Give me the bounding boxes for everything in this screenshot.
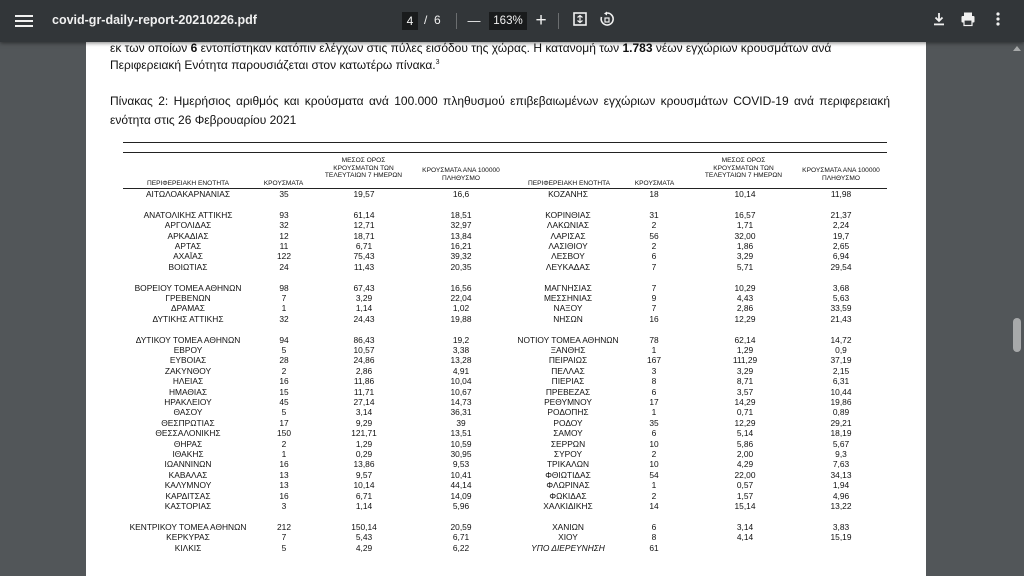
table-cell-region: ΠΕΛΛΑΣ xyxy=(551,365,585,376)
table-cell-per100k: 4,96 xyxy=(832,490,850,501)
table-cell-cases: 93 xyxy=(279,209,289,220)
table-cell-avg: 111,29 xyxy=(732,355,758,366)
table-cell-per100k: 36,31 xyxy=(450,407,472,418)
table-cell-per100k: 44,14 xyxy=(450,480,472,491)
table-cell-region: ΑΡΚΑΔΙΑΣ xyxy=(167,230,209,241)
table-cell-cases: 32 xyxy=(279,220,289,231)
table-cell-avg: 14,29 xyxy=(734,397,756,407)
table-cell-per100k: 34,13 xyxy=(830,469,852,480)
table-cell-per100k: 2,15 xyxy=(832,365,850,376)
table-cell-region: ΚΑΒΑΛΑΣ xyxy=(168,469,208,480)
table-cell-cases: 15 xyxy=(279,386,289,397)
fit-page-icon[interactable] xyxy=(570,11,590,31)
table-cell-per100k: 19,7 xyxy=(832,230,850,241)
table-cell-region: ΒΟΙΩΤΙΑΣ xyxy=(168,261,208,272)
table-cell-cases: 7 xyxy=(651,261,657,272)
table-cell-region: ΧΑΝΙΩΝ xyxy=(552,521,584,532)
table-cell-region: ΥΠΟ ΔΙΕΡΕΥΝΗΣΗ xyxy=(531,542,605,553)
table-cell-cases: 32 xyxy=(279,313,289,324)
paragraph-line: εκ των οποίων 6 εντοπίστηκαν κατόπιν ελέγχων στις πύλες εισόδου της χώρας. Η κατανομή των 1.783 νέων εγχώριων κρουσμάτων ανά xyxy=(110,42,832,55)
table-cell-region: ΚΟΖΑΝΗΣ xyxy=(548,189,588,199)
table-cell-avg: 3,57 xyxy=(736,386,754,397)
table-cell-per100k: 5,96 xyxy=(452,501,470,511)
table-cell-per100k: 6,31 xyxy=(832,376,850,387)
table-cell-avg: 3,14 xyxy=(355,407,373,418)
table-cell-region: ΣΑΜΟΥ xyxy=(553,428,583,439)
table-cell-cases: 16 xyxy=(279,459,289,470)
zoom-in-button[interactable]: + xyxy=(535,10,547,31)
table-cell-cases: 1 xyxy=(281,303,287,314)
table-cell-avg: 4,29 xyxy=(736,459,754,470)
table-cell-cases: 6 xyxy=(651,428,657,439)
table-cell-region: ΚΙΛΚΙΣ xyxy=(174,542,202,553)
table-cell-region: ΛΕΥΚΑΔΑΣ xyxy=(545,261,591,272)
table-cell-avg: 11,86 xyxy=(353,376,375,387)
table-cell-cases: 35 xyxy=(649,417,659,428)
table-cell-per100k: 6,94 xyxy=(832,251,850,262)
table-cell-avg: 12,29 xyxy=(734,313,756,324)
table-cell-per100k: 10,44 xyxy=(830,386,852,397)
table-cell-avg: 0,57 xyxy=(736,480,754,491)
table-cell-avg: 12,29 xyxy=(734,417,756,428)
table-cell-region: ΝΑΞΟΥ xyxy=(553,303,583,314)
table-cell-region: ΙΘΑΚΗΣ xyxy=(172,449,204,459)
table-cell-avg: 2,00 xyxy=(736,449,754,459)
table-cell-per100k: 33,59 xyxy=(830,303,852,314)
table-cell-region: ΑΧΑΪΑΣ xyxy=(173,251,203,262)
table-cell-avg: 9,29 xyxy=(355,417,373,428)
table-cell-cases: 6 xyxy=(651,386,657,397)
table-cell-avg: 1,57 xyxy=(736,490,754,501)
pdf-page xyxy=(86,42,926,576)
header-cases: ΚΡΟΥΣΜΑΤΑ xyxy=(634,180,675,187)
table-cell-cases: 16 xyxy=(649,313,659,324)
table-cell-avg: 24,86 xyxy=(353,355,375,366)
table-cell-cases: 31 xyxy=(649,209,659,220)
table-cell-cases: 78 xyxy=(649,334,659,345)
table-cell-avg: 10,29 xyxy=(734,282,756,293)
table-cell-cases: 2 xyxy=(651,490,657,501)
table-cell-cases: 1 xyxy=(281,449,287,459)
table-cell-cases: 54 xyxy=(649,469,659,480)
table-cell-avg: 27,14 xyxy=(353,397,375,407)
table-cell-cases: 45 xyxy=(279,397,289,407)
table-cell-cases: 16 xyxy=(279,376,289,387)
table-cell-per100k: 14,73 xyxy=(450,397,472,407)
table-cell-per100k: 29,54 xyxy=(830,261,852,272)
zoom-level-input[interactable]: 163% xyxy=(489,12,527,30)
table-cell-avg: 5,43 xyxy=(355,532,373,543)
table-cell-region: ΓΡΕΒΕΝΩΝ xyxy=(165,293,211,303)
table-cell-region: ΣΥΡΟΥ xyxy=(553,449,583,459)
table-cell-avg: 3,29 xyxy=(355,293,373,303)
table-cell-region: ΚΑΡΔΙΤΣΑΣ xyxy=(165,490,211,501)
table-cell-region: ΕΒΡΟΥ xyxy=(173,345,203,355)
table-cell-region: ΔΥΤΙΚΟΥ ΤΟΜΕΑ ΑΘΗΝΩΝ xyxy=(135,334,241,345)
table-cell-region: ΗΡΑΚΛΕΙΟΥ xyxy=(164,397,212,407)
toolbar-divider xyxy=(456,13,457,29)
table-cell-region: ΗΛΕΙΑΣ xyxy=(172,376,204,387)
table-cell-cases: 5 xyxy=(281,542,287,553)
table-cell-avg: 24,43 xyxy=(353,313,375,324)
table-cell-avg: 32,00 xyxy=(734,230,756,241)
table-cell-per100k: 4,91 xyxy=(452,365,470,376)
more-options-icon[interactable] xyxy=(988,11,1008,31)
table-cell-region: ΜΑΓΝΗΣΙΑΣ xyxy=(544,282,592,293)
table-cell-cases: 35 xyxy=(279,189,289,199)
table-cell-avg: 0,29 xyxy=(355,449,373,459)
table-cell-region: ΘΑΣΟΥ xyxy=(173,407,203,418)
table-cell-region: ΒΟΡΕΙΟΥ ΤΟΜΕΑ ΑΘΗΝΩΝ xyxy=(134,282,242,293)
table-cell-region: ΛΑΡΙΣΑΣ xyxy=(550,230,586,241)
table-cell-region: ΑΝΑΤΟΛΙΚΗΣ ΑΤΤΙΚΗΣ xyxy=(143,209,233,220)
table-cell-cases: 1 xyxy=(651,407,657,418)
table-cell-cases: 7 xyxy=(651,303,657,314)
table-cell-avg: 3,29 xyxy=(736,365,754,376)
table-cell-avg: 5,14 xyxy=(736,428,754,439)
rotate-icon[interactable] xyxy=(597,11,617,31)
table-cell-cases: 7 xyxy=(281,293,287,303)
table-cell-region: ΦΘΙΩΤΙΔΑΣ xyxy=(545,469,591,480)
table-cell-per100k: 16,56 xyxy=(450,282,472,293)
table-cell-cases: 8 xyxy=(651,532,657,543)
table-cell-cases: 1 xyxy=(651,480,657,491)
table-cell-per100k: 21,37 xyxy=(830,209,852,220)
table-cell-per100k: 18,19 xyxy=(830,428,852,439)
table-cell-region: ΚΟΡΙΝΘΙΑΣ xyxy=(545,209,591,220)
toolbar-divider xyxy=(558,13,559,29)
table-cell-region: ΑΙΤΩΛΟΑΚΑΡΝΑΝΙΑΣ xyxy=(145,189,231,199)
table-cell-per100k: 30,95 xyxy=(450,449,472,459)
scroll-thumb[interactable] xyxy=(1013,318,1021,352)
table-cell-avg: 75,43 xyxy=(353,251,375,262)
table-cell-region: ΝΗΣΩΝ xyxy=(553,313,583,324)
pdf-toolbar xyxy=(0,0,1024,42)
table-cell-avg: 10,14 xyxy=(734,189,756,199)
table-cell-avg: 9,57 xyxy=(355,469,373,480)
table-cell-cases: 17 xyxy=(279,417,289,428)
table-cell-avg: 11,43 xyxy=(353,261,375,272)
table-cell-avg: 13,86 xyxy=(353,459,375,470)
table-cell-cases: 2 xyxy=(651,449,657,459)
table-cell-cases: 122 xyxy=(277,251,291,262)
table-cell-avg: 18,71 xyxy=(353,230,375,241)
table-cell-cases: 6 xyxy=(651,521,657,532)
table-cell-cases: 16 xyxy=(279,490,289,501)
table-cell-region: ΚΕΡΚΥΡΑΣ xyxy=(166,532,210,543)
table-cell-region: ΙΩΑΝΝΙΝΩΝ xyxy=(164,459,212,470)
table-cell-per100k: 18,51 xyxy=(450,209,472,220)
table-cell-region: ΞΑΝΘΗΣ xyxy=(550,345,586,355)
table-cell-region: ΣΕΡΡΩΝ xyxy=(550,438,586,449)
table-cell-region: ΖΑΚΥΝΘΟΥ xyxy=(164,365,212,376)
table-cell-avg: 150,14 xyxy=(351,521,377,532)
table-cell-avg: 15,14 xyxy=(734,501,756,511)
table-cell-cases: 5 xyxy=(281,345,287,355)
table-cell-region: ΠΙΕΡΙΑΣ xyxy=(551,376,585,387)
table-cell-cases: 3 xyxy=(651,365,657,376)
table-cell-per100k: 19,2 xyxy=(452,334,470,345)
table-cell-per100k: 6,71 xyxy=(452,532,470,543)
table-cell-avg: 2,86 xyxy=(355,365,373,376)
table-cell-cases: 11 xyxy=(279,241,289,251)
table-cell-region: ΑΡΓΟΛΙΔΑΣ xyxy=(164,220,212,231)
table-cell-per100k: 14,09 xyxy=(450,490,472,501)
table-cell-cases: 17 xyxy=(649,397,659,407)
table-cell-region: ΠΡΕΒΕΖΑΣ xyxy=(545,386,591,397)
table-cell-region: ΡΟΔΟΠΗΣ xyxy=(547,407,589,418)
table-cell-per100k: 10,41 xyxy=(450,469,472,480)
table-cell-region: ΘΗΡΑΣ xyxy=(173,438,203,449)
vertical-scrollbar[interactable] xyxy=(1010,42,1024,576)
header-cases: ΚΡΟΥΣΜΑΤΑ xyxy=(263,180,304,187)
table-cell-cases: 150 xyxy=(277,428,291,439)
header-region: ΠΕΡΙΦΕΡΕΙΑΚΗ ΕΝΟΤΗΤΑ xyxy=(146,180,230,187)
paragraph-line: Περιφερειακή Ενότητα παρουσιάζεται στον κατωτέρω πίνακα.$^3$ xyxy=(110,58,440,72)
table-cell-cases: 94 xyxy=(279,334,289,345)
table-cell-avg: 10,14 xyxy=(353,480,375,491)
table-cell-avg: 16,57 xyxy=(734,209,756,220)
table-cell-per100k: 13,22 xyxy=(830,501,852,511)
table-cell-cases: 212 xyxy=(277,521,291,532)
table-cell-cases: 2 xyxy=(651,241,657,251)
page-number-input[interactable]: 4 xyxy=(402,12,418,30)
table-cell-region: ΡΟΔΟΥ xyxy=(553,417,583,428)
table-cell-region: ΘΕΣΠΡΩΤΙΑΣ xyxy=(161,417,215,428)
table-cell-avg: 86,43 xyxy=(353,334,375,345)
header-avg: ΜΕΣΟΣ ΟΡΟΣ ΚΡΟΥΣΜΑΤΩΝ ΤΩΝ ΤΕΛΕΥΤΑΙΩΝ 7 ΗΜΕΡΩΝ xyxy=(704,157,783,179)
table-cell-cases: 18 xyxy=(649,189,659,199)
table-cell-cases: 2 xyxy=(651,220,657,231)
table-cell-region: ΗΜΑΘΙΑΣ xyxy=(168,386,208,397)
table-cell-cases: 7 xyxy=(651,282,657,293)
table-cell-avg: 8,71 xyxy=(736,376,754,387)
table-cell-avg: 6,71 xyxy=(355,241,373,251)
table-cell-avg: 62,14 xyxy=(734,334,756,345)
table-cell-per100k: 39 xyxy=(456,417,466,428)
table-cell-region: ΑΡΤΑΣ xyxy=(174,241,202,251)
table-cell-per100k: 16,21 xyxy=(450,241,472,251)
table-cell-cases: 9 xyxy=(651,293,657,303)
table-cell-region: ΠΕΙΡΑΙΩΣ xyxy=(548,355,588,366)
table-cell-cases: 14 xyxy=(649,501,659,511)
table-cell-per100k: 1,02 xyxy=(452,303,470,314)
table-cell-region: ΧΑΛΚΙΔΙΚΗΣ xyxy=(543,501,593,511)
table-cell-per100k: 9,53 xyxy=(452,459,470,470)
download-icon[interactable] xyxy=(929,11,949,31)
table-cell-per100k: 6,22 xyxy=(452,542,470,553)
table-cell-per100k: 0,89 xyxy=(832,407,850,418)
menu-icon[interactable] xyxy=(15,12,33,30)
table-cell-avg: 1,86 xyxy=(736,241,754,251)
table-cell-avg: 1,14 xyxy=(355,303,373,314)
table-cell-avg: 1,14 xyxy=(355,501,373,511)
table-cell-avg: 0,71 xyxy=(736,407,754,418)
table-cell-avg: 1,29 xyxy=(355,438,373,449)
table-cell-avg: 3,14 xyxy=(736,521,754,532)
table-cell-avg: 12,71 xyxy=(353,220,375,231)
header-per100k: ΚΡΟΥΣΜΑΤΑ ΑΝΑ 100000 ΠΛΗΘΥΣΜΟ xyxy=(802,167,880,182)
table-cell-per100k: 11,98 xyxy=(830,189,852,199)
table-cell-region: ΧΙΟΥ xyxy=(558,532,578,543)
table-cell-region: ΡΕΘΥΜΝΟΥ xyxy=(544,397,592,407)
print-icon[interactable] xyxy=(958,11,978,31)
table-cell-region: ΝΟΤΙΟΥ ΤΟΜΕΑ ΑΘΗΝΩΝ xyxy=(517,334,619,345)
table-cell-region: ΘΕΣΣΑΛΟΝΙΚΗΣ xyxy=(155,428,221,439)
table-cell-cases: 2 xyxy=(281,438,287,449)
header-per100k: ΚΡΟΥΣΜΑΤΑ ΑΝΑ 100000 ΠΛΗΘΥΣΜΟ xyxy=(422,167,500,182)
table-cell-region: ΜΕΣΣΗΝΙΑΣ xyxy=(543,293,593,303)
table-cell-region: ΕΥΒΟΙΑΣ xyxy=(169,355,207,366)
table-cell-per100k: 13,51 xyxy=(450,428,472,439)
page-separator: / xyxy=(424,13,428,27)
table-cell-region: ΛΑΣΙΘΙΟΥ xyxy=(548,241,588,251)
table-cell-per100k: 3,38 xyxy=(452,345,470,355)
table-cell-per100k: 39,32 xyxy=(450,251,472,262)
table-cell-per100k: 9,3 xyxy=(835,449,847,459)
table-top-rule xyxy=(123,142,887,143)
table-cell-avg: 11,71 xyxy=(353,386,375,397)
table-cell-cases: 7 xyxy=(281,532,287,543)
scroll-up-icon[interactable] xyxy=(1013,46,1021,51)
table-cell-region: ΔΥΤΙΚΗΣ ΑΤΤΙΚΗΣ xyxy=(152,313,224,324)
table-cell-per100k: 2,65 xyxy=(832,241,850,251)
table-cell-per100k: 5,63 xyxy=(832,293,850,303)
table-cell-per100k: 14,72 xyxy=(830,334,852,345)
table-cell-cases: 10 xyxy=(649,459,659,470)
table-cell-per100k: 20,35 xyxy=(450,261,472,272)
table-cell-region: ΤΡΙΚΑΛΩΝ xyxy=(546,459,590,470)
table-cell-region: ΛΕΣΒΟΥ xyxy=(551,251,585,262)
table-cell-per100k: 15,19 xyxy=(830,532,852,543)
header-region: ΠΕΡΙΦΕΡΕΙΑΚΗ ΕΝΟΤΗΤΑ xyxy=(527,180,611,187)
page-total: 6 xyxy=(434,13,441,27)
table-cell-cases: 13 xyxy=(279,469,289,480)
table-cell-cases: 13 xyxy=(279,480,289,491)
table-cell-per100k: 10,59 xyxy=(450,438,472,449)
table-cell-cases: 167 xyxy=(647,355,661,366)
table-cell-cases: 6 xyxy=(651,251,657,262)
table-cell-per100k: 13,28 xyxy=(450,355,472,366)
table-cell-per100k: 3,83 xyxy=(832,521,850,532)
table-cell-per100k: 29,21 xyxy=(830,417,852,428)
table-cell-per100k: 2,24 xyxy=(832,220,850,231)
table-cell-avg: 4,43 xyxy=(736,293,754,303)
table-cell-cases: 2 xyxy=(281,365,287,376)
table-cell-region: ΛΑΚΩΝΙΑΣ xyxy=(546,220,590,231)
table-cell-cases: 10 xyxy=(649,438,659,449)
table-caption: Πίνακας 2: Ημερήσιος αριθμός και κρούσματα ανά 100.000 πληθυσμού επιβεβαιωμένων εγχώριων κρουσμάτων COVID-19 ανά περιφερειακή ενότητα στις 26 Φεβρουαρίου 2021 xyxy=(110,94,890,127)
table-cell-avg: 2,86 xyxy=(736,303,754,314)
table-cell-avg: 5,71 xyxy=(736,261,754,272)
table-cell-region: ΦΛΩΡΙΝΑΣ xyxy=(546,480,590,491)
table-cell-per100k: 3,68 xyxy=(832,282,850,293)
table-cell-avg: 19,57 xyxy=(353,189,375,199)
table-cell-per100k: 22,04 xyxy=(450,293,472,303)
table-cell-per100k: 0,9 xyxy=(835,345,847,355)
document-title: covid-gr-daily-report-20210226.pdf xyxy=(52,13,257,27)
table-cell-per100k: 21,43 xyxy=(830,313,852,324)
table-cell-avg: 4,29 xyxy=(355,542,373,553)
table-cell-per100k: 16,6 xyxy=(452,189,470,199)
table-cell-region: ΚΑΣΤΟΡΙΑΣ xyxy=(164,501,212,511)
table-cell-cases: 12 xyxy=(279,230,289,241)
table-cell-cases: 28 xyxy=(279,355,289,366)
table-cell-region: ΚΕΝΤΡΙΚΟΥ ΤΟΜΕΑ ΑΘΗΝΩΝ xyxy=(129,521,247,532)
table-cell-cases: 3 xyxy=(281,501,287,511)
table-cell-per100k: 5,67 xyxy=(832,438,850,449)
table-cell-cases: 56 xyxy=(649,230,659,241)
table-cell-cases: 61 xyxy=(649,542,659,553)
table-cell-cases: 24 xyxy=(279,261,289,272)
table-cell-avg: 61,14 xyxy=(353,209,375,220)
table-cell-avg: 4,14 xyxy=(736,532,754,543)
table-cell-avg: 121,71 xyxy=(351,428,377,439)
table-cell-avg: 22,00 xyxy=(734,469,756,480)
table-cell-per100k: 1,94 xyxy=(832,480,850,491)
table-cell-region: ΔΡΑΜΑΣ xyxy=(171,303,205,314)
table-cell-avg: 5,86 xyxy=(736,438,754,449)
table-cell-per100k: 37,19 xyxy=(830,355,852,366)
table-cell-region: ΚΑΛΥΜΝΟΥ xyxy=(164,480,212,491)
table-cell-cases: 1 xyxy=(651,345,657,355)
table-cell-avg: 6,71 xyxy=(355,490,373,501)
table-cell-per100k: 10,04 xyxy=(450,376,472,387)
header-avg: ΜΕΣΟΣ ΟΡΟΣ ΚΡΟΥΣΜΑΤΩΝ ΤΩΝ ΤΕΛΕΥΤΑΙΩΝ 7 ΗΜΕΡΩΝ xyxy=(324,157,403,179)
table-cell-avg: 3,29 xyxy=(736,251,754,262)
table-cell-per100k: 32,97 xyxy=(450,220,472,231)
table-cell-per100k: 10,67 xyxy=(450,386,472,397)
table-cell-avg: 67,43 xyxy=(353,282,375,293)
table-cell-cases: 5 xyxy=(281,407,287,418)
table-cell-cases: 8 xyxy=(651,376,657,387)
table-cell-avg: 1,29 xyxy=(736,345,754,355)
table-cell-per100k: 19,88 xyxy=(450,313,472,324)
zoom-out-button[interactable]: — xyxy=(467,13,481,28)
table-cell-avg: 10,57 xyxy=(353,345,375,355)
table-header-rule xyxy=(123,152,887,153)
table-cell-per100k: 13,84 xyxy=(450,230,472,241)
table-cell-per100k: 20,59 xyxy=(450,521,472,532)
table-cell-avg: 1,71 xyxy=(736,220,754,231)
table-cell-per100k: 7,63 xyxy=(832,459,850,470)
table-cell-per100k: 19,86 xyxy=(830,397,852,407)
table-cell-cases: 98 xyxy=(279,282,289,293)
table-cell-region: ΦΩΚΙΔΑΣ xyxy=(549,490,587,501)
